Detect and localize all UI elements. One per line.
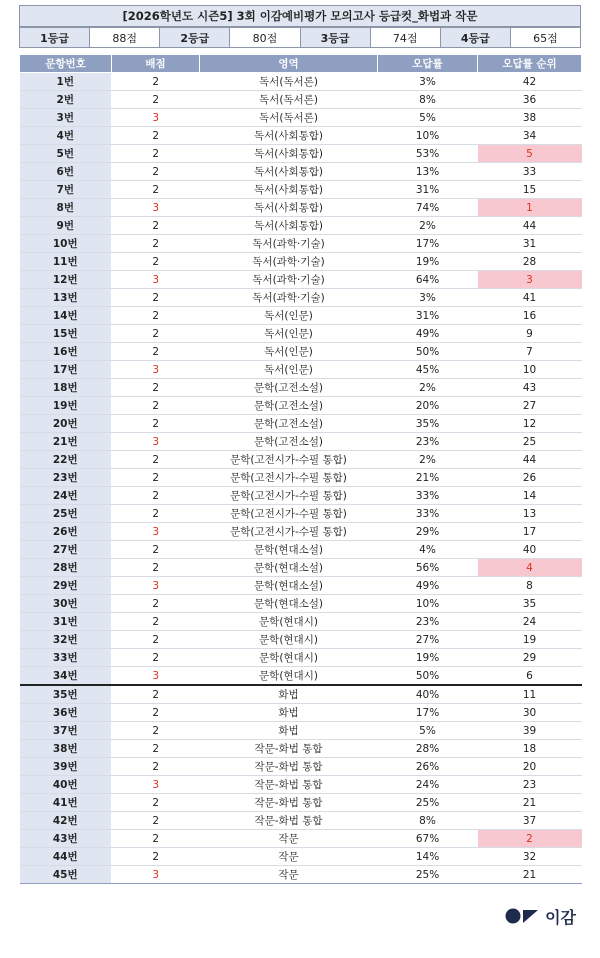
cell-error-rate: 2% [378, 217, 478, 235]
table-row [20, 91, 582, 109]
cell-question-number: 5번 [20, 145, 112, 163]
report-title: [2026학년도 시즌5] 3회 이감예비평가 모의고사 등급컷_화법과 작문 [20, 6, 581, 27]
table-row [20, 722, 582, 740]
cell-points: 2 [112, 253, 200, 271]
cell-question-number: 17번 [20, 361, 112, 379]
cell-points: 2 [112, 415, 200, 433]
cell-question-number: 34번 [20, 667, 112, 686]
cell-error-rate: 31% [378, 181, 478, 199]
table-row [20, 487, 582, 505]
cell-error-rank: 9 [478, 325, 582, 343]
cell-question-number: 43번 [20, 830, 112, 848]
cell-error-rank: 21 [478, 794, 582, 812]
cell-area: 작문-화법 통합 [200, 794, 378, 812]
cell-error-rate: 2% [378, 451, 478, 469]
cell-error-rank: 28 [478, 253, 582, 271]
table-row [20, 433, 582, 451]
cell-error-rank: 18 [478, 740, 582, 758]
cell-question-number: 26번 [20, 523, 112, 541]
cell-points: 2 [112, 307, 200, 325]
cell-question-number: 14번 [20, 307, 112, 325]
table-row [20, 145, 582, 163]
cell-error-rank: 27 [478, 397, 582, 415]
cell-question-number: 20번 [20, 415, 112, 433]
cell-area: 문학(고전소설) [200, 415, 378, 433]
cell-error-rate: 20% [378, 397, 478, 415]
cell-points: 2 [112, 704, 200, 722]
cell-error-rank: 21 [478, 866, 582, 884]
cell-question-number: 7번 [20, 181, 112, 199]
table-row [20, 631, 582, 649]
cell-error-rank: 6 [478, 667, 582, 686]
table-body [20, 73, 582, 884]
cell-area: 문학(현대소설) [200, 595, 378, 613]
cell-error-rank: 10 [478, 361, 582, 379]
cell-area: 독서(독서론) [200, 73, 378, 91]
table-row [20, 109, 582, 127]
cell-error-rate: 13% [378, 163, 478, 181]
cell-points: 2 [112, 91, 200, 109]
cell-error-rate: 26% [378, 758, 478, 776]
table-row [20, 127, 582, 145]
cell-error-rank: 2 [478, 830, 582, 848]
cell-area: 독서(사회통합) [200, 181, 378, 199]
cell-area: 문학(고전시가-수필 통합) [200, 469, 378, 487]
cell-area: 문학(현대소설) [200, 577, 378, 595]
cell-area: 독서(과학·기술) [200, 289, 378, 307]
cell-points: 3 [112, 433, 200, 451]
cell-error-rate: 5% [378, 722, 478, 740]
cell-points: 2 [112, 631, 200, 649]
table-row [20, 199, 582, 217]
cell-area: 독서(과학·기술) [200, 253, 378, 271]
cell-error-rate: 67% [378, 830, 478, 848]
table-row [20, 667, 582, 686]
cell-area: 작문 [200, 866, 378, 884]
table-row [20, 289, 582, 307]
table-row [20, 415, 582, 433]
cell-error-rate: 53% [378, 145, 478, 163]
table-row [20, 830, 582, 848]
cell-points: 3 [112, 776, 200, 794]
table-row [20, 523, 582, 541]
cell-area: 독서(인문) [200, 361, 378, 379]
cell-error-rank: 13 [478, 505, 582, 523]
table-row [20, 379, 582, 397]
cell-area: 독서(사회통합) [200, 145, 378, 163]
cell-question-number: 1번 [20, 73, 112, 91]
cell-points: 3 [112, 199, 200, 217]
cell-error-rate: 74% [378, 199, 478, 217]
cell-points: 2 [112, 181, 200, 199]
cell-error-rate: 45% [378, 361, 478, 379]
cell-error-rate: 23% [378, 433, 478, 451]
cell-area: 작문-화법 통합 [200, 740, 378, 758]
grade-2-label: 2등급 [160, 28, 230, 48]
cell-error-rank: 16 [478, 307, 582, 325]
cell-error-rank: 11 [478, 685, 582, 704]
cell-question-number: 36번 [20, 704, 112, 722]
cell-points: 2 [112, 794, 200, 812]
cell-error-rate: 10% [378, 595, 478, 613]
cell-error-rank: 38 [478, 109, 582, 127]
cell-area: 독서(과학·기술) [200, 235, 378, 253]
table-row [20, 866, 582, 884]
cell-error-rate: 23% [378, 613, 478, 631]
header-error-rank: 오답률 순위 [478, 55, 582, 73]
cell-points: 2 [112, 469, 200, 487]
cell-points: 2 [112, 289, 200, 307]
table-row [20, 541, 582, 559]
cell-question-number: 18번 [20, 379, 112, 397]
cell-error-rate: 4% [378, 541, 478, 559]
table-row [20, 812, 582, 830]
title-table [19, 5, 581, 27]
cell-area: 독서(사회통합) [200, 163, 378, 181]
cell-question-number: 23번 [20, 469, 112, 487]
grade-4-score: 65점 [510, 28, 580, 48]
cell-error-rank: 7 [478, 343, 582, 361]
cell-points: 2 [112, 541, 200, 559]
cell-error-rank: 44 [478, 451, 582, 469]
brand-logo [505, 906, 576, 926]
table-row [20, 181, 582, 199]
table-header-row [20, 55, 582, 73]
table-row [20, 307, 582, 325]
cell-question-number: 22번 [20, 451, 112, 469]
cell-question-number: 19번 [20, 397, 112, 415]
cell-error-rank: 24 [478, 613, 582, 631]
cell-area: 문학(현대시) [200, 631, 378, 649]
table-row [20, 740, 582, 758]
table-row [20, 649, 582, 667]
cell-area: 문학(고전시가-수필 통합) [200, 451, 378, 469]
grade-4-label: 4등급 [440, 28, 510, 48]
cell-points: 2 [112, 379, 200, 397]
cell-error-rate: 29% [378, 523, 478, 541]
cell-error-rate: 24% [378, 776, 478, 794]
cell-error-rate: 50% [378, 343, 478, 361]
cell-error-rank: 31 [478, 235, 582, 253]
cell-error-rank: 4 [478, 559, 582, 577]
cell-error-rank: 42 [478, 73, 582, 91]
cell-question-number: 45번 [20, 866, 112, 884]
cell-points: 2 [112, 145, 200, 163]
cell-points: 3 [112, 577, 200, 595]
cell-question-number: 15번 [20, 325, 112, 343]
grade-3-label: 3등급 [300, 28, 370, 48]
table-row [20, 469, 582, 487]
cell-question-number: 31번 [20, 613, 112, 631]
cell-question-number: 28번 [20, 559, 112, 577]
cell-points: 2 [112, 722, 200, 740]
cell-error-rank: 15 [478, 181, 582, 199]
cell-points: 2 [112, 613, 200, 631]
cell-question-number: 13번 [20, 289, 112, 307]
cell-question-number: 27번 [20, 541, 112, 559]
table-row [20, 343, 582, 361]
cell-error-rate: 17% [378, 704, 478, 722]
cell-error-rate: 8% [378, 91, 478, 109]
cell-area: 작문-화법 통합 [200, 812, 378, 830]
cell-area: 문학(고전시가-수필 통합) [200, 523, 378, 541]
cell-area: 문학(고전소설) [200, 433, 378, 451]
cell-error-rank: 3 [478, 271, 582, 289]
cell-error-rate: 25% [378, 794, 478, 812]
header-points: 배점 [112, 55, 200, 73]
table-row [20, 271, 582, 289]
cell-points: 2 [112, 740, 200, 758]
cell-points: 2 [112, 848, 200, 866]
cell-points: 2 [112, 127, 200, 145]
cell-points: 3 [112, 109, 200, 127]
grade-3-score: 74점 [370, 28, 440, 48]
table-row [20, 397, 582, 415]
table-row [20, 685, 582, 704]
cell-error-rank: 23 [478, 776, 582, 794]
cell-error-rate: 14% [378, 848, 478, 866]
cell-points: 3 [112, 523, 200, 541]
cell-error-rate: 40% [378, 685, 478, 704]
table-row [20, 505, 582, 523]
table-row [20, 848, 582, 866]
cell-error-rank: 20 [478, 758, 582, 776]
cell-question-number: 35번 [20, 685, 112, 704]
cell-error-rate: 19% [378, 649, 478, 667]
cell-error-rate: 50% [378, 667, 478, 686]
cell-area: 문학(고전시가-수필 통합) [200, 487, 378, 505]
report-container [19, 5, 581, 884]
cell-area: 문학(현대소설) [200, 559, 378, 577]
cell-question-number: 29번 [20, 577, 112, 595]
cell-error-rank: 25 [478, 433, 582, 451]
cell-points: 3 [112, 866, 200, 884]
cell-area: 문학(고전시가-수필 통합) [200, 505, 378, 523]
cell-question-number: 33번 [20, 649, 112, 667]
cell-area: 문학(현대시) [200, 649, 378, 667]
cell-area: 독서(사회통합) [200, 217, 378, 235]
cell-area: 작문 [200, 848, 378, 866]
cell-question-number: 41번 [20, 794, 112, 812]
logo-mark-icon [505, 908, 539, 924]
grade-cutoff-table [19, 27, 581, 48]
grade-2-score: 80점 [230, 28, 300, 48]
cell-question-number: 44번 [20, 848, 112, 866]
cell-error-rank: 37 [478, 812, 582, 830]
cell-area: 독서(인문) [200, 307, 378, 325]
cell-error-rate: 2% [378, 379, 478, 397]
cell-question-number: 16번 [20, 343, 112, 361]
cell-points: 2 [112, 397, 200, 415]
cell-error-rate: 35% [378, 415, 478, 433]
cell-question-number: 11번 [20, 253, 112, 271]
cell-error-rank: 44 [478, 217, 582, 235]
cell-error-rate: 8% [378, 812, 478, 830]
cell-area: 독서(독서론) [200, 91, 378, 109]
cell-error-rate: 19% [378, 253, 478, 271]
cell-points: 2 [112, 235, 200, 253]
cell-points: 3 [112, 271, 200, 289]
cell-error-rate: 31% [378, 307, 478, 325]
cell-question-number: 2번 [20, 91, 112, 109]
table-row [20, 559, 582, 577]
header-error-rate: 오답률 [378, 55, 478, 73]
table-row [20, 217, 582, 235]
table-row [20, 451, 582, 469]
header-question-number: 문항번호 [20, 55, 112, 73]
cell-area: 화법 [200, 704, 378, 722]
table-row [20, 361, 582, 379]
cell-error-rank: 12 [478, 415, 582, 433]
cell-question-number: 21번 [20, 433, 112, 451]
cell-question-number: 39번 [20, 758, 112, 776]
cell-question-number: 40번 [20, 776, 112, 794]
cell-area: 문학(현대소설) [200, 541, 378, 559]
cell-area: 독서(인문) [200, 325, 378, 343]
cell-area: 문학(고전소설) [200, 397, 378, 415]
cell-error-rate: 17% [378, 235, 478, 253]
header-area: 영역 [200, 55, 378, 73]
table-row [20, 704, 582, 722]
cell-error-rate: 49% [378, 325, 478, 343]
cell-area: 독서(과학·기술) [200, 271, 378, 289]
cell-area: 작문 [200, 830, 378, 848]
cell-error-rank: 41 [478, 289, 582, 307]
cell-points: 2 [112, 451, 200, 469]
table-row [20, 577, 582, 595]
cell-points: 2 [112, 758, 200, 776]
cell-points: 2 [112, 830, 200, 848]
cell-question-number: 10번 [20, 235, 112, 253]
cell-error-rate: 3% [378, 289, 478, 307]
cell-points: 3 [112, 361, 200, 379]
cell-area: 화법 [200, 722, 378, 740]
cell-error-rank: 32 [478, 848, 582, 866]
cell-points: 2 [112, 73, 200, 91]
question-stats-table [19, 54, 582, 884]
cell-error-rank: 35 [478, 595, 582, 613]
cell-points: 2 [112, 685, 200, 704]
table-row [20, 73, 582, 91]
table-row [20, 595, 582, 613]
cell-error-rank: 26 [478, 469, 582, 487]
table-row [20, 163, 582, 181]
cell-error-rank: 5 [478, 145, 582, 163]
cell-error-rank: 30 [478, 704, 582, 722]
cell-question-number: 6번 [20, 163, 112, 181]
cell-error-rate: 33% [378, 505, 478, 523]
table-row [20, 613, 582, 631]
cell-error-rank: 17 [478, 523, 582, 541]
cell-question-number: 32번 [20, 631, 112, 649]
grade-cutoff-row [20, 28, 581, 48]
table-row [20, 253, 582, 271]
cell-question-number: 42번 [20, 812, 112, 830]
cell-error-rate: 27% [378, 631, 478, 649]
table-row [20, 325, 582, 343]
grade-1-score: 88점 [90, 28, 160, 48]
cell-question-number: 24번 [20, 487, 112, 505]
cell-points: 2 [112, 217, 200, 235]
cell-error-rate: 28% [378, 740, 478, 758]
cell-error-rank: 34 [478, 127, 582, 145]
cell-area: 독서(사회통합) [200, 199, 378, 217]
cell-area: 문학(현대시) [200, 667, 378, 686]
cell-area: 독서(인문) [200, 343, 378, 361]
cell-error-rank: 39 [478, 722, 582, 740]
cell-error-rank: 43 [478, 379, 582, 397]
cell-points: 2 [112, 163, 200, 181]
cell-points: 2 [112, 595, 200, 613]
cell-error-rank: 19 [478, 631, 582, 649]
cell-question-number: 37번 [20, 722, 112, 740]
cell-question-number: 25번 [20, 505, 112, 523]
cell-error-rank: 33 [478, 163, 582, 181]
cell-question-number: 30번 [20, 595, 112, 613]
cell-points: 2 [112, 325, 200, 343]
cell-question-number: 38번 [20, 740, 112, 758]
cell-error-rank: 36 [478, 91, 582, 109]
cell-points: 2 [112, 505, 200, 523]
cell-area: 작문-화법 통합 [200, 776, 378, 794]
cell-error-rank: 1 [478, 199, 582, 217]
cell-points: 2 [112, 343, 200, 361]
cell-area: 문학(고전소설) [200, 379, 378, 397]
cell-error-rate: 33% [378, 487, 478, 505]
table-row [20, 794, 582, 812]
cell-points: 3 [112, 667, 200, 686]
cell-error-rank: 29 [478, 649, 582, 667]
cell-area: 화법 [200, 685, 378, 704]
cell-area: 독서(독서론) [200, 109, 378, 127]
cell-error-rank: 14 [478, 487, 582, 505]
table-row [20, 235, 582, 253]
cell-points: 2 [112, 487, 200, 505]
cell-points: 2 [112, 559, 200, 577]
cell-points: 2 [112, 812, 200, 830]
cell-question-number: 4번 [20, 127, 112, 145]
cell-question-number: 8번 [20, 199, 112, 217]
table-row [20, 776, 582, 794]
cell-area: 독서(사회통합) [200, 127, 378, 145]
cell-area: 문학(현대시) [200, 613, 378, 631]
cell-error-rank: 40 [478, 541, 582, 559]
cell-question-number: 3번 [20, 109, 112, 127]
cell-points: 2 [112, 649, 200, 667]
cell-error-rate: 10% [378, 127, 478, 145]
cell-error-rate: 5% [378, 109, 478, 127]
cell-error-rate: 49% [378, 577, 478, 595]
cell-error-rate: 64% [378, 271, 478, 289]
cell-question-number: 12번 [20, 271, 112, 289]
cell-error-rate: 3% [378, 73, 478, 91]
cell-question-number: 9번 [20, 217, 112, 235]
cell-area: 작문-화법 통합 [200, 758, 378, 776]
cell-error-rank: 8 [478, 577, 582, 595]
grade-1-label: 1등급 [20, 28, 90, 48]
cell-error-rate: 56% [378, 559, 478, 577]
cell-error-rate: 21% [378, 469, 478, 487]
cell-error-rate: 25% [378, 866, 478, 884]
logo-text: 이감 [545, 907, 576, 927]
table-row [20, 758, 582, 776]
